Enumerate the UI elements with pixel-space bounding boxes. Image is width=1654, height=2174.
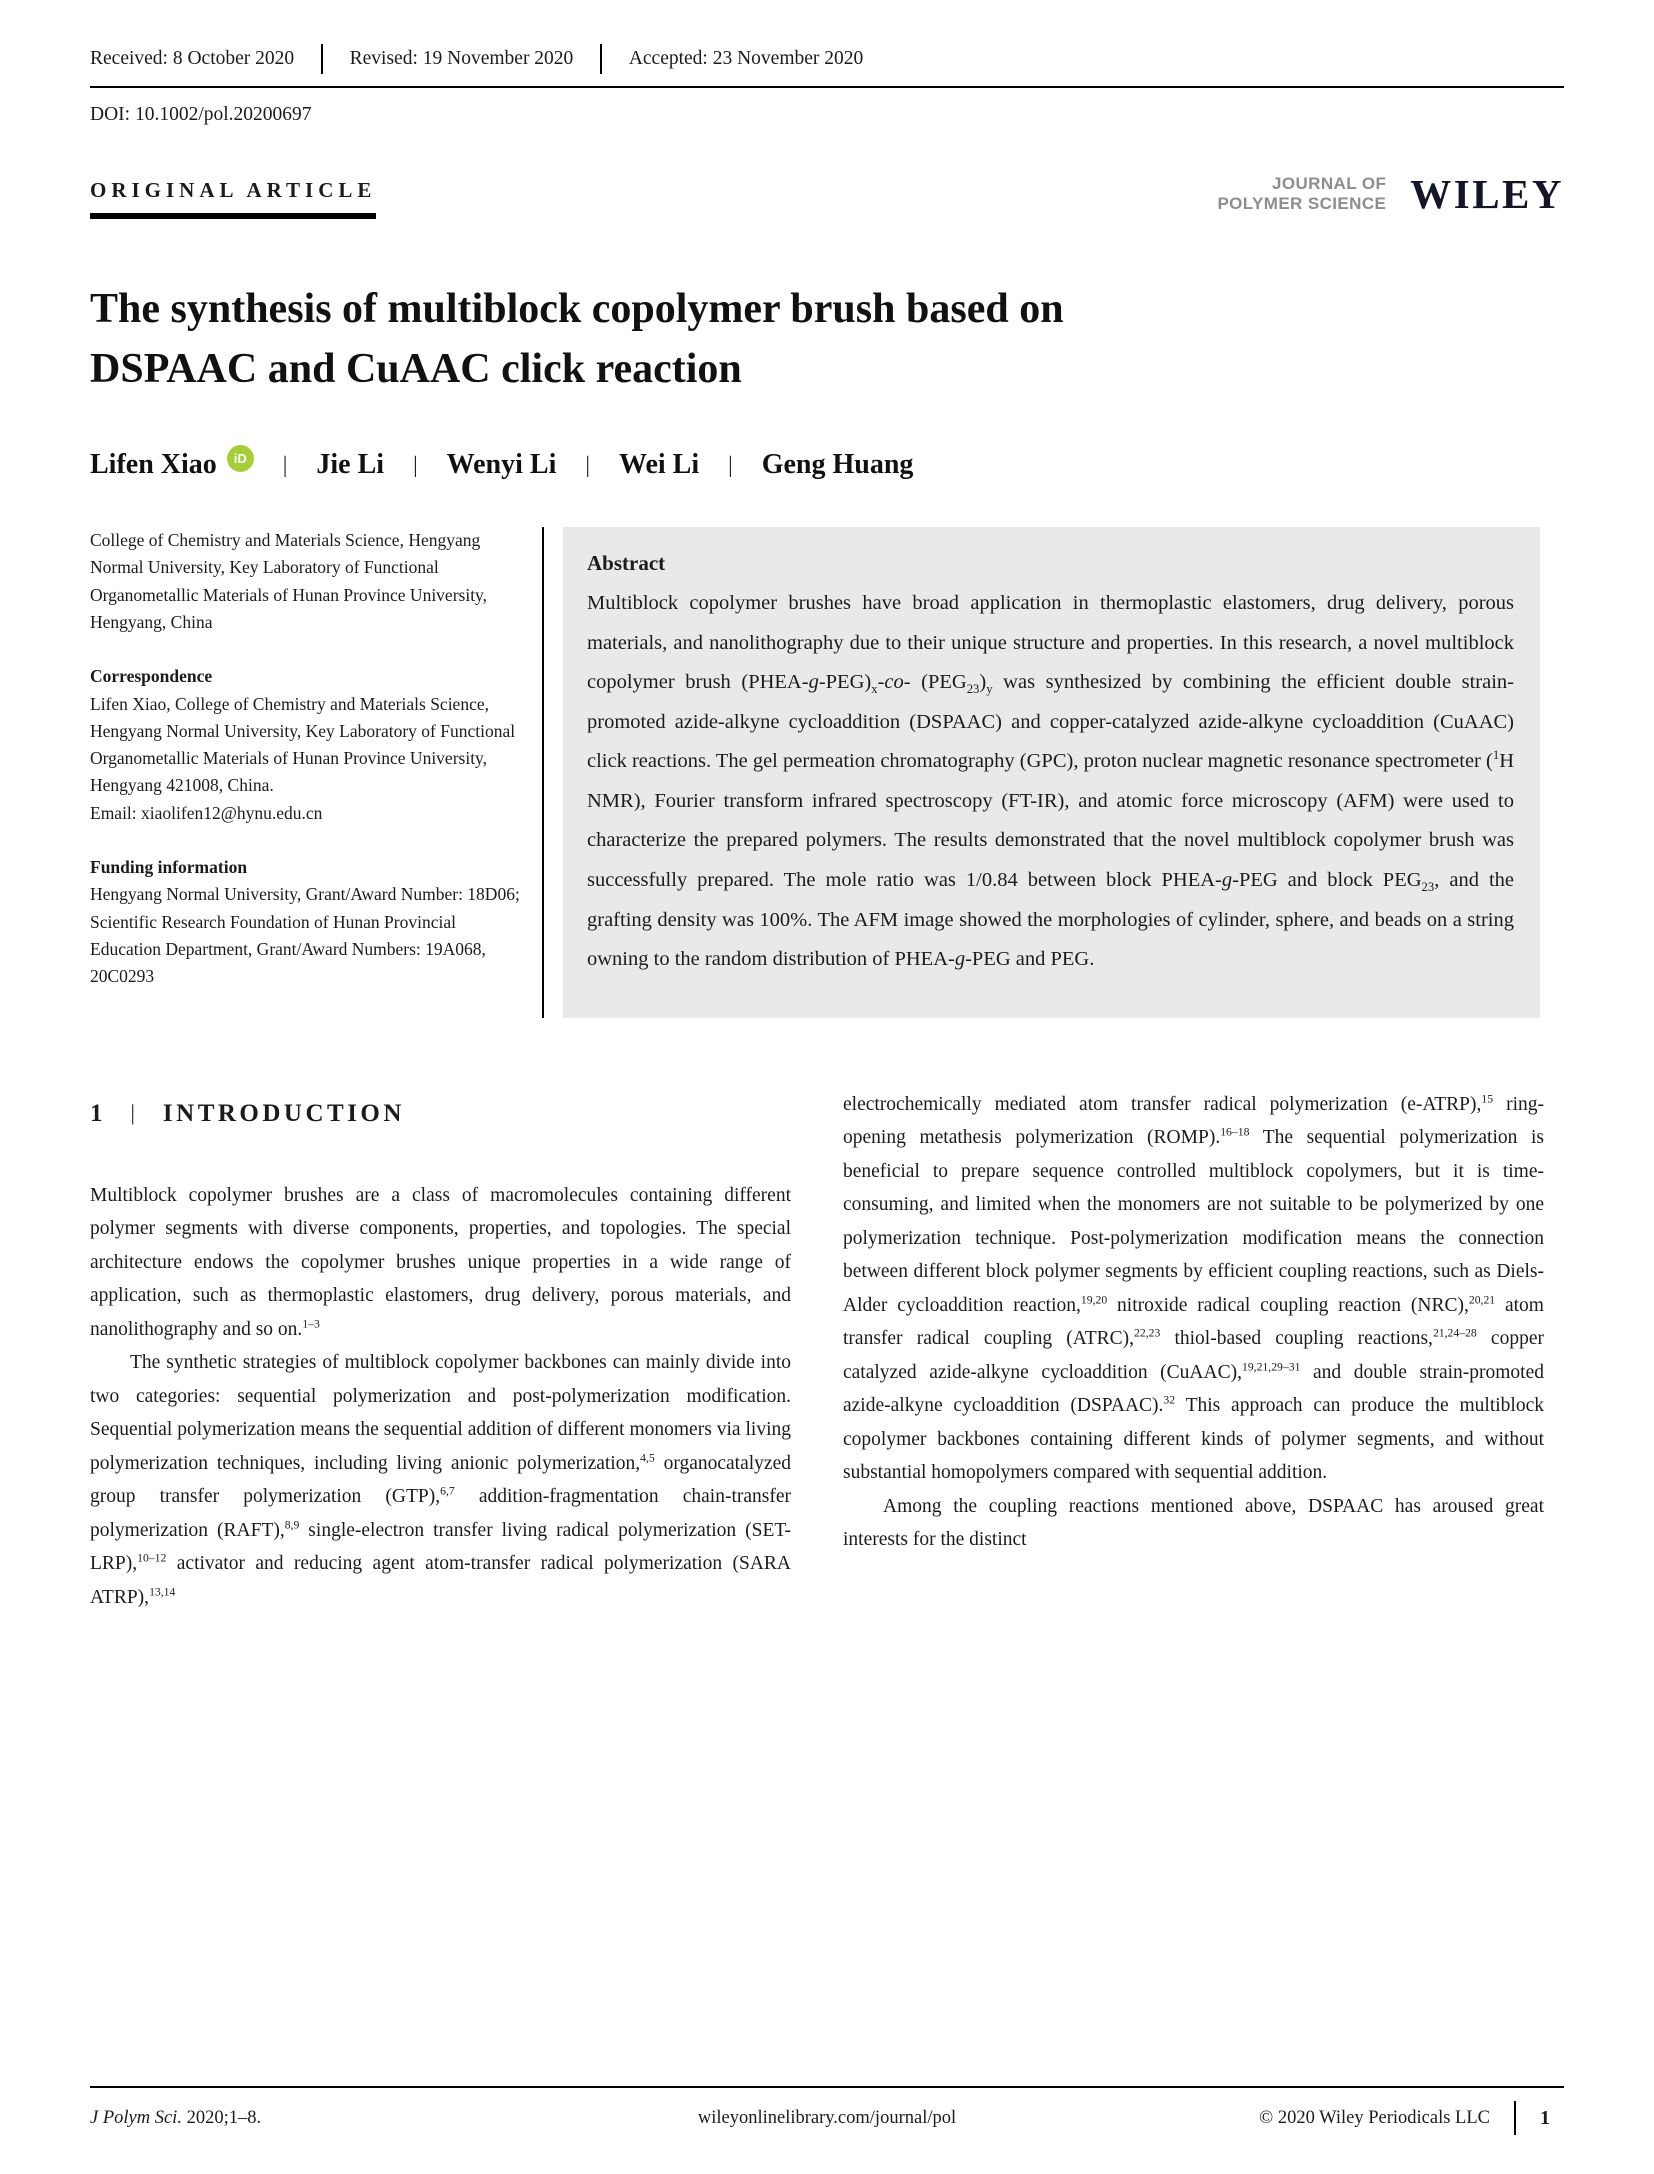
journal-url[interactable]: wileyonlinelibrary.com/journal/pol bbox=[697, 2107, 957, 2128]
author-name: Wenyi Li bbox=[446, 449, 557, 481]
correspondence-block bbox=[90, 663, 522, 827]
journal-name-line1: JOURNAL OF bbox=[1272, 173, 1387, 193]
author-separator: | bbox=[728, 452, 733, 478]
vertical-rule bbox=[542, 527, 544, 1017]
article-type-label: ORIGINAL ARTICLE bbox=[90, 178, 376, 219]
author-name: Wei Li bbox=[618, 449, 700, 481]
intro-paragraph: Multiblock copolymer brushes are a class of macromolecules containing different polymer segments with diverse components, properties, and topologies. The special architecture endows the copolymer brushes unique properties in a wide range of application, such as thermoplastic elastomers, drug delivery, porous materials, and nanolithography and so on.$^{1-3}$ bbox=[90, 1184, 791, 1340]
correspondence-email[interactable]: Email: xiaolifen12@hynu.edu.cn bbox=[90, 802, 323, 823]
affiliation-text: College of Chemistry and Materials Science, Hengyang Normal University, Key Laboratory of Functional Organometallic Materials of Hunan Province University, Hengyang, China bbox=[90, 530, 488, 632]
intro-paragraph: Among the coupling reactions mentioned above, DSPAAC has aroused great interests for the distinct bbox=[843, 1495, 1544, 1551]
section-label: INTRODUCTION bbox=[162, 1099, 405, 1127]
masthead bbox=[90, 171, 1564, 219]
footer-right-group bbox=[1103, 2101, 1564, 2135]
orcid-icon[interactable]: iD bbox=[227, 445, 254, 472]
article-title: The synthesis of multiblock copolymer brush based on DSPAAC and CuAAC click reaction bbox=[90, 286, 1064, 393]
body-column-right bbox=[843, 1088, 1544, 1615]
funding-heading: Funding information bbox=[90, 857, 248, 878]
author-list bbox=[90, 449, 1564, 481]
section-number: 1 bbox=[90, 1099, 103, 1127]
page-footer bbox=[90, 2086, 1564, 2135]
affiliation-block bbox=[90, 527, 522, 636]
section-separator: | bbox=[130, 1100, 135, 1126]
abstract-heading: Abstract bbox=[587, 551, 666, 576]
author-name: Lifen Xiao bbox=[90, 449, 217, 481]
journal-branding bbox=[1217, 170, 1564, 218]
correspondence-heading: Correspondence bbox=[90, 666, 213, 687]
abstract-panel bbox=[563, 527, 1540, 1017]
vertical-divider bbox=[1514, 2101, 1516, 2135]
vertical-divider bbox=[321, 44, 323, 74]
copyright-text: © 2020 Wiley Periodicals LLC bbox=[1259, 2107, 1490, 2128]
intro-paragraph: The synthetic strategies of multiblock copolymer backbones can mainly divide into two categories: sequential polymerization and post-polymerization modification. Sequential polymerization means the sequential addition of different monomers via living polymerization techniques, including living anionic polymerization,$^{4,5}$ organocatalyzed group transfer polymerization (GTP),$^{6,7}$ addition-fragmentation chain-transfer polymerization (RAFT),$^{8,9}$ single-electron transfer living radical polymerization (SET-LRP),$^{10-12}$ activator and reducing agent atom-transfer radical polymerization (SARA ATRP),$^{13,14}$ bbox=[90, 1352, 792, 1608]
received-date: Received: 8 October 2020 bbox=[90, 48, 295, 69]
abstract-text: Multiblock copolymer brushes have broad application in thermoplastic elastomers, drug delivery, porous materials, and nanolithography due to their unique structure and properties. In this research, a novel multiblock copolymer brush $(PHEA-g-PEG)_x-co-$ $(PEG_{23})_y$ was synthesized by combining the efficient double strain-promoted azide-alkyne cycloaddition (DSPAAC) and copper-catalyzed azide-alkyne cycloaddition (CuAAC) click reactions. The gel permeation chromatography (GPC), proton nuclear magnetic resonance spectrometer ($^1$H NMR), Fourier transform infrared spectroscopy (FT-IR), and atomic force microscopy (AFM) were used to characterize the prepared polymers. The results demonstrated that the novel multiblock copolymer brush was successfully prepared. The mole ratio was 1/0.84 between block PHEA-g-PEG and block $PEG_{23}$, and the grafting density was 100%. The AFM image showed the morphologies of cylinder, sphere, and beads on a string owning to the random distribution of PHEA-g-PEG and PEG. bbox=[587, 592, 1514, 971]
info-and-abstract-section bbox=[90, 527, 1564, 1017]
funding-text: Hengyang Normal University, Grant/Award Number: 18D06; Scientific Research Foundation of Hunan Provincial Education Department, Grant/Award Numbers: 19A068, 20C0293 bbox=[90, 884, 520, 987]
author-name: Geng Huang bbox=[761, 449, 914, 481]
journal-citation: J Polym Sci. 2020;1–8. bbox=[90, 2107, 262, 2128]
introduction-section bbox=[90, 1088, 1564, 1615]
author-separator: | bbox=[585, 452, 590, 478]
body-column-left bbox=[90, 1088, 791, 1615]
revised-date: Revised: 19 November 2020 bbox=[349, 48, 574, 69]
doi-text: DOI: 10.1002/pol.20200697 bbox=[90, 104, 312, 125]
page-number: 1 bbox=[1540, 2106, 1550, 2129]
correspondence-text: Lifen Xiao, College of Chemistry and Materials Science, Hengyang Normal University, Key Laboratory of Functional Organometallic Materials of Hunan Province University, Hengyang 421008, China. bbox=[90, 693, 516, 796]
author-separator: | bbox=[282, 452, 288, 478]
author-separator: | bbox=[413, 452, 418, 478]
section-heading-introduction bbox=[90, 1092, 791, 1135]
wiley-logo: WILEY bbox=[1410, 171, 1564, 217]
accepted-date: Accepted: 23 November 2020 bbox=[628, 48, 864, 69]
manuscript-dates-bar bbox=[90, 44, 1564, 88]
vertical-divider bbox=[600, 44, 602, 74]
journal-name-line2: POLYMER SCIENCE bbox=[1217, 194, 1387, 213]
journal-of-polymer-science-logo bbox=[1217, 174, 1386, 214]
intro-paragraph: electrochemically mediated atom transfer radical polymerization (e-ATRP),$^{15}$ ring-opening metathesis polymerization (ROMP).$^{16-18}$ The sequential polymerization is beneficial to prepare sequence controlled multiblock copolymers, but it is time-consuming, and limited when the monomers are not suitable to be polymerized by one polymerization technique. Post-polymerization modification means the connection between different block polymer segments by efficient coupling reactions, such as Diels-Alder cycloaddition reaction,$^{19,20}$ nitroxide radical coupling reaction (NRC),$^{20,21}$ atom transfer radical coupling (ATRC),$^{22,23}$ thiol-based coupling reactions,$^{21,24-28}$ copper catalyzed azide-alkyne cycloaddition (CuAAC),$^{19,21,29-31}$ and double strain-promoted azide-alkyne cycloaddition (DSPAAC).$^{32}$ This approach can produce the multiblock copolymer backbones containing different kinds of polymer segments, and without substantial homopolymers compared with sequential addition. bbox=[843, 1092, 1545, 1484]
article-info-sidebar bbox=[90, 527, 522, 1017]
funding-block bbox=[90, 854, 522, 990]
author-name: Jie Li bbox=[316, 449, 385, 481]
